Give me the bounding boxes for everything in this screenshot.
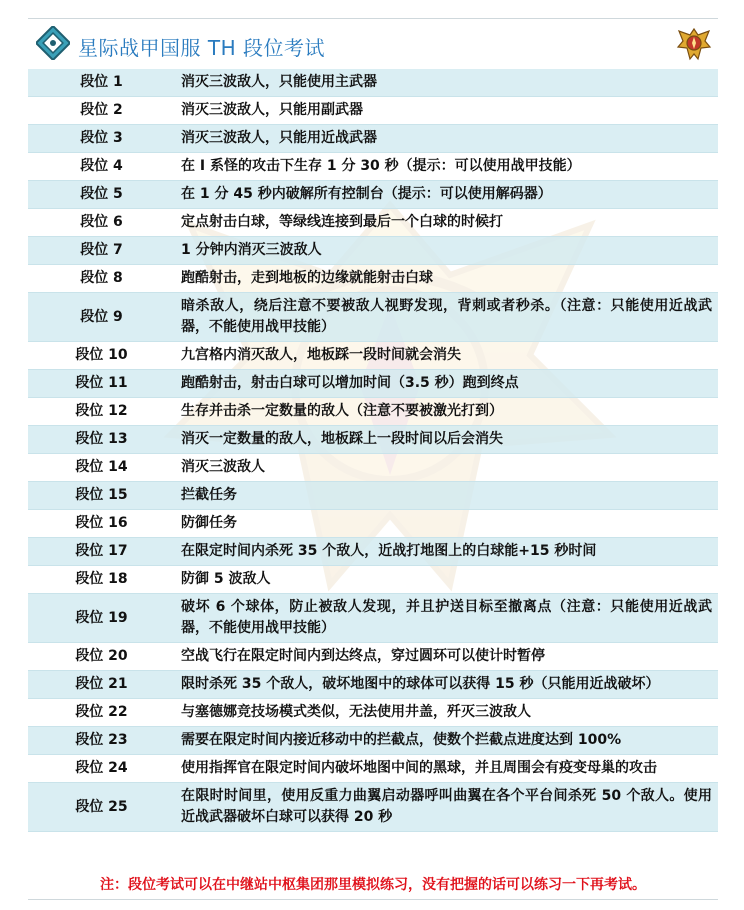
table-row	[28, 342, 718, 370]
table-row	[28, 370, 718, 398]
level-description: 在 1 分 45 秒内破解所有控制台（提示：可以使用解码器）	[175, 181, 718, 209]
level-label: 段位 12	[28, 398, 175, 426]
level-label: 段位 14	[28, 454, 175, 482]
bottom-divider	[28, 899, 718, 900]
diamond-logo-icon	[36, 26, 70, 60]
table-row	[28, 699, 718, 727]
level-description: 生存并击杀一定数量的敌人（注意不要被激光打到）	[175, 398, 718, 426]
level-label: 段位 18	[28, 566, 175, 594]
table-row	[28, 783, 718, 832]
level-description: 空战飞行在限定时间内到达终点，穿过圆环可以使计时暂停	[175, 643, 718, 671]
level-label: 段位 4	[28, 153, 175, 181]
level-description: 1 分钟内消灭三波敌人	[175, 237, 718, 265]
footer-note: 注：段位考试可以在中继站中枢集团那里模拟练习，没有把握的话可以练习一下再考试。	[100, 877, 646, 893]
level-label: 段位 16	[28, 510, 175, 538]
level-label: 段位 11	[28, 370, 175, 398]
table-row	[28, 727, 718, 755]
level-label: 段位 23	[28, 727, 175, 755]
level-label: 段位 3	[28, 125, 175, 153]
table-row	[28, 594, 718, 643]
level-label: 段位 17	[28, 538, 175, 566]
level-label: 段位 6	[28, 209, 175, 237]
top-divider	[28, 18, 718, 19]
level-description: 消灭三波敌人，只能使用主武器	[175, 69, 718, 97]
level-description: 消灭三波敌人	[175, 454, 718, 482]
level-description: 暗杀敌人，绕后注意不要被敌人视野发现，背刺或者秒杀。（注意：只能使用近战武器，不能使用战甲技能）	[175, 293, 718, 342]
table-row	[28, 237, 718, 265]
table-row	[28, 538, 718, 566]
level-label: 段位 10	[28, 342, 175, 370]
header	[28, 22, 718, 68]
level-description: 消灭一定数量的敌人，地板踩上一段时间以后会消失	[175, 426, 718, 454]
level-description: 在限定时间内杀死 35 个敌人，近战打地图上的白球能+15 秒时间	[175, 538, 718, 566]
table-row	[28, 643, 718, 671]
level-description: 限时杀死 35 个敌人，破坏地图中的球体可以获得 15 秒（只能用近战破坏）	[175, 671, 718, 699]
level-description: 在限时时间里，使用反重力曲翼启动器呼叫曲翼在各个平台间杀死 50 个敌人。使用近战武器破坏白球可以获得 20 秒	[175, 783, 718, 832]
table-row	[28, 69, 718, 97]
level-description: 防御 5 波敌人	[175, 566, 718, 594]
level-label: 段位 9	[28, 293, 175, 342]
level-label: 段位 24	[28, 755, 175, 783]
table-row	[28, 153, 718, 181]
level-description: 消灭三波敌人，只能用近战武器	[175, 125, 718, 153]
level-description: 需要在限定时间内接近移动中的拦截点，使数个拦截点进度达到 100%	[175, 727, 718, 755]
level-description: 与塞德娜竞技场模式类似，无法使用井盖，歼灭三波敌人	[175, 699, 718, 727]
table-row	[28, 510, 718, 538]
level-description: 破坏 6 个球体，防止被敌人发现，并且护送目标至撤离点（注意：只能使用近战武器，不能使用战甲技能）	[175, 594, 718, 643]
table-row	[28, 566, 718, 594]
page-title: 星际战甲国服 TH 段位考试	[78, 36, 325, 60]
table-row	[28, 398, 718, 426]
level-description: 在 I 系怪的攻击下生存 1 分 30 秒（提示：可以使用战甲技能）	[175, 153, 718, 181]
level-description: 定点射击白球，等绿线连接到最后一个白球的时候打	[175, 209, 718, 237]
level-label: 段位 1	[28, 69, 175, 97]
table-row	[28, 454, 718, 482]
level-table	[28, 69, 718, 832]
level-label: 段位 20	[28, 643, 175, 671]
table-row	[28, 293, 718, 342]
level-label: 段位 21	[28, 671, 175, 699]
level-label: 段位 19	[28, 594, 175, 643]
level-label: 段位 25	[28, 783, 175, 832]
level-label: 段位 13	[28, 426, 175, 454]
level-description: 跑酷射击，走到地板的边缘就能射击白球	[175, 265, 718, 293]
level-label: 段位 7	[28, 237, 175, 265]
level-label: 段位 5	[28, 181, 175, 209]
table-row	[28, 755, 718, 783]
level-label: 段位 2	[28, 97, 175, 125]
level-description: 消灭三波敌人，只能用副武器	[175, 97, 718, 125]
level-description: 使用指挥官在限定时间内破坏地图中间的黑球，并且周围会有疫变母巢的攻击	[175, 755, 718, 783]
level-description: 跑酷射击，射击白球可以增加时间（3.5 秒）跑到终点	[175, 370, 718, 398]
level-label: 段位 8	[28, 265, 175, 293]
level-description: 九宫格内消灭敌人，地板踩一段时间就会消失	[175, 342, 718, 370]
table-row	[28, 671, 718, 699]
table-row	[28, 97, 718, 125]
level-label: 段位 22	[28, 699, 175, 727]
winged-shield-emblem-icon	[676, 26, 712, 62]
table-row	[28, 181, 718, 209]
table-row	[28, 265, 718, 293]
level-label: 段位 15	[28, 482, 175, 510]
level-description: 拦截任务	[175, 482, 718, 510]
table-row	[28, 125, 718, 153]
table-row	[28, 426, 718, 454]
level-description: 防御任务	[175, 510, 718, 538]
table-row	[28, 482, 718, 510]
table-row	[28, 209, 718, 237]
